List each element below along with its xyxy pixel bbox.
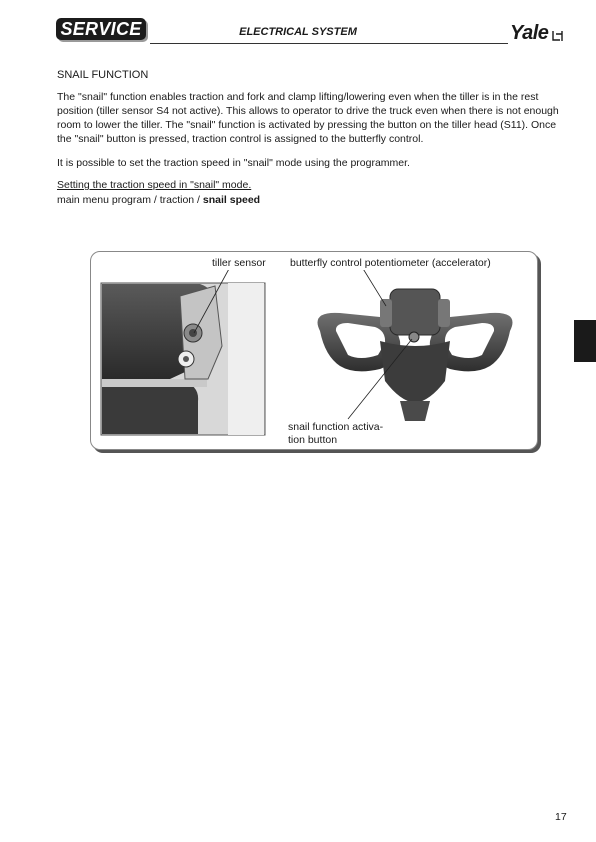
- tiller-head-photo: [318, 289, 513, 421]
- snail-function-heading: SNAIL FUNCTION: [57, 69, 149, 81]
- page-number: 17: [555, 811, 567, 823]
- programmer-paragraph: It is possible to set the traction speed in "snail" mode using the programmer.: [57, 157, 410, 169]
- butterfly-leader: [362, 267, 386, 306]
- menu-path-bold: snail speed: [202, 194, 261, 206]
- service-badge: SERVICE: [56, 18, 146, 40]
- menu-path: [57, 194, 260, 206]
- tiller-figure: [90, 251, 536, 448]
- butterfly-control-label: butterfly control potentiometer (accelerator): [290, 257, 491, 269]
- snail-button-label: snail function activa- tion button: [288, 421, 384, 446]
- chapter-tab: [574, 320, 596, 362]
- menu-path-prefix: main menu program / traction /: [57, 194, 203, 206]
- setting-heading: Setting the traction speed in "snail" mode.: [57, 179, 252, 191]
- header-rule: [150, 43, 508, 44]
- description-paragraph: The "snail" function enables traction and fork and clamp lifting/lowering even when the tiller is in the rest position (tiller sensor S4 not active). This allows to operator to drive the truck even when there is not enough room to lower the tiller. The "snail" function is activated by pressing the button on the tiller head (S11). Once the "snail" button is pressed, traction control is assigned to the butterfly control.: [57, 91, 559, 145]
- yale-logo: Yale: [510, 22, 549, 44]
- forklift-logo-icon: [552, 30, 566, 42]
- section-title: ELECTRICAL SYSTEM: [239, 26, 357, 38]
- tiller-sensor-photo: [101, 283, 265, 435]
- tiller-sensor-label: tiller sensor: [212, 257, 266, 269]
